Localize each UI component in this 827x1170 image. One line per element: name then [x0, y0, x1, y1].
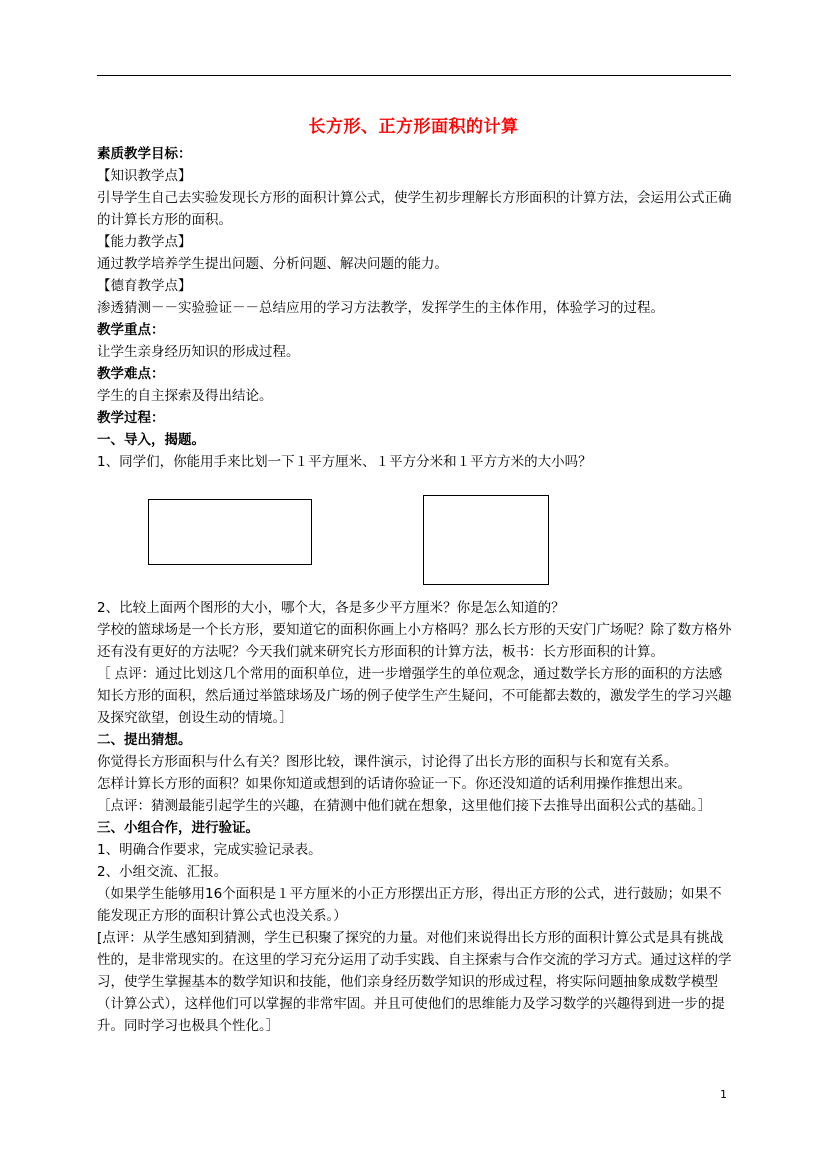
process-heading: 教学过程： [97, 410, 165, 426]
section1-item1: 1、同学们，你能用手来比划一下１平方厘米、１平方分米和１平方方米的大小吗？ [97, 454, 592, 470]
section3-paragraph: （如果学生能够用16个面积是１平方厘米的小正方形摆出正方形，得出正方形的公式，进行鼓励；如果不能发现正方形的面积计算公式也没关系。） [97, 886, 722, 924]
section3-item2: 2、小组交流、汇报。 [97, 864, 228, 880]
section3-item1: 1、明确合作要求，完成实验记录表。 [97, 842, 322, 858]
section3-heading: 三、小组合作，进行验证。 [97, 820, 259, 836]
section1-heading: 一、导入，揭题。 [97, 432, 205, 448]
key-text: 让学生亲身经历知识的形成过程。 [97, 344, 300, 360]
ability-heading: 【能力教学点】 [97, 234, 192, 250]
page-title: 长方形、正方形面积的计算 [308, 117, 519, 137]
section2-paragraph1: 你觉得长方形面积与什么有关？图形比较，课件演示，讨论得了出长方形的面积与长和宽有关系。 [97, 754, 678, 770]
section2-comment: ［点评：猜测最能引起学生的兴趣，在猜测中他们就在想象，这里他们接下去推导出面积公式的基础。］ [97, 798, 712, 814]
section3-comment: [点评：从学生感知到猜测，学生已积聚了探究的力量。对他们来说得出长方形的面积计算公式是具有挑战性的，是非常现实的。在这里的学习充分运用了动手实践、自主探索与合作交流的学习方式。通过这样的学习，使学生掌握基本的数学知识和技能，他们亲身经历数学知识的形成过程，将实际问题抽象成数学模型（计算公式），这样他们可以掌握的非常牢固。并且可使他们的思维能力及学习数学的兴趣得到进一步的提升。同时学习也极具个性化。］ [97, 930, 732, 1034]
knowledge-heading: 【知识教学点】 [97, 168, 192, 184]
section1-comment: ［ 点评：通过比划这几个常用的面积单位，进一步增强学生的单位观念，通过数学长方形的面积的方法感知长方形的面积，然后通过举篮球场及广场的例子使学生产生疑问，不可能都去数的，激发学生的学习兴趣及探究欲望，创设生动的情境。］ [97, 666, 732, 726]
header-rule [97, 75, 731, 76]
document-body [97, 143, 733, 1037]
moral-text: 渗透猜测－－实验验证－－总结应用的学习方法教学，发挥学生的主体作用，体验学习的过程。 [97, 300, 664, 316]
section1-paragraph: 学校的篮球场是一个长方形，要知道它的面积你画上小方格吗？那么长方形的天安门广场呢？除了数方格外还有没有更好的方法呢？今天我们就来研究长方形面积的计算方法，板书：长方形面积的计算。 [97, 622, 732, 660]
section2-heading: 二、提出猜想。 [97, 732, 192, 748]
ability-text: 通过教学培养学生提出问题、分析问题、解决问题的能力。 [97, 256, 448, 272]
section1-item2: 2、比较上面两个图形的大小，哪个大，各是多少平方厘米？你是怎么知道的？ [97, 600, 565, 616]
moral-heading: 【德育教学点】 [97, 278, 192, 294]
difficult-text: 学生的自主探索及得出结论。 [97, 388, 273, 404]
rectangle-figure [148, 499, 312, 565]
goal-heading: 素质教学目标： [97, 146, 192, 162]
page-number: 1 [720, 1088, 727, 1101]
knowledge-text: 引导学生自己去实验发现长方形的面积计算公式，使学生初步理解长方形面积的计算方法，会运用公式正确的计算长方形的面积。 [97, 190, 732, 228]
section2-paragraph2: 怎样计算长方形的面积？如果你知道或想到的话请你验证一下。你还没知道的话利用操作推想出来。 [97, 776, 691, 792]
figure-area [97, 477, 733, 597]
difficult-heading: 教学难点： [97, 366, 165, 382]
key-heading: 教学重点： [97, 322, 165, 338]
square-figure [423, 495, 549, 585]
